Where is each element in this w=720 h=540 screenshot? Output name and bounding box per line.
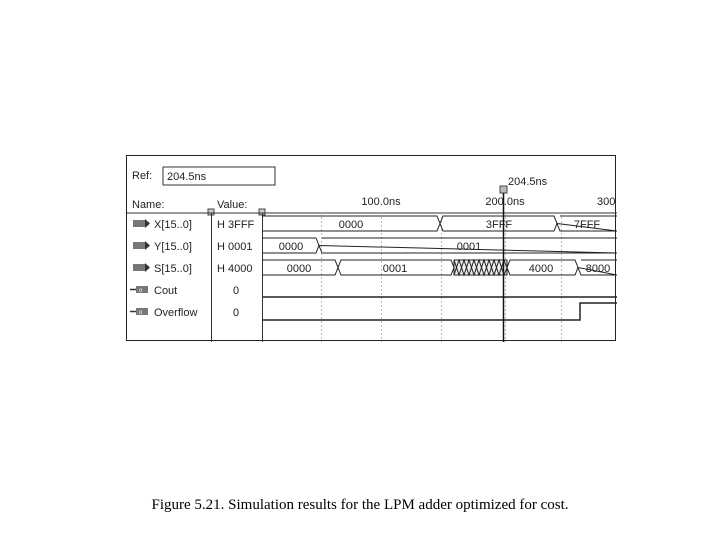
time-tick-label: 300: [597, 196, 616, 208]
bus-value-label: 0000: [278, 241, 304, 253]
signal-name: Y[15..0]: [154, 241, 192, 253]
bus-value-label: 7FFF: [573, 219, 601, 231]
output-pin-icon: [130, 286, 148, 294]
svg-text:o: o: [139, 310, 143, 316]
glitch-region: [454, 260, 507, 275]
cursor-handle[interactable]: [500, 186, 507, 193]
bus-value-label: 0001: [382, 263, 408, 275]
signal-row-y[interactable]: [133, 241, 252, 253]
bus-value-label: 8000: [585, 263, 611, 275]
time-tick-label: 200.0ns: [485, 196, 525, 208]
signal-name: S[15..0]: [154, 263, 192, 275]
value-column-header: Value:: [217, 199, 248, 211]
output-pin-icon: [130, 308, 148, 316]
bus-value-label: 0001: [456, 241, 482, 253]
bus-value-label: 0000: [338, 219, 364, 231]
signal-name: Overflow: [154, 307, 198, 319]
cursor-time-label: 204.5ns: [508, 176, 548, 188]
signal-row-x[interactable]: [133, 219, 255, 231]
signal-value: H 0001: [217, 241, 253, 253]
signal-value: H 3FFF: [217, 219, 255, 231]
waveform-canvas: [127, 156, 617, 342]
signal-value: 0: [233, 307, 240, 319]
signal-name: X[15..0]: [154, 219, 192, 231]
signal-value: 0: [233, 285, 240, 297]
bus-value-label: 3FFF: [485, 219, 513, 231]
waveform-s: [263, 260, 617, 275]
bus-value-label: 0000: [286, 263, 312, 275]
signal-row-overflow[interactable]: [130, 307, 239, 319]
waveform-y: [263, 238, 617, 253]
figure-caption: Figure 5.21. Simulation results for the LPM adder optimized for cost.: [151, 497, 569, 513]
name-column-header: Name:: [132, 199, 165, 211]
waveform-overflow: [263, 303, 617, 320]
signal-name: Cout: [154, 285, 178, 297]
bus-input-icon: [133, 219, 150, 228]
ref-label: Ref:: [132, 170, 153, 182]
time-tick-label: 100.0ns: [361, 196, 401, 208]
ref-value[interactable]: 204.5ns: [167, 171, 207, 183]
signal-row-cout[interactable]: [130, 285, 239, 297]
svg-text:o: o: [139, 288, 143, 294]
bus-input-icon: [133, 241, 150, 250]
bus-output-icon: [133, 263, 150, 272]
waveform-x: [263, 216, 617, 231]
time-gridlines: [322, 213, 562, 342]
signal-value: H 4000: [217, 263, 253, 275]
waveform-window: [126, 155, 616, 341]
bus-value-label: 4000: [528, 263, 554, 275]
signal-row-s[interactable]: [133, 263, 252, 275]
